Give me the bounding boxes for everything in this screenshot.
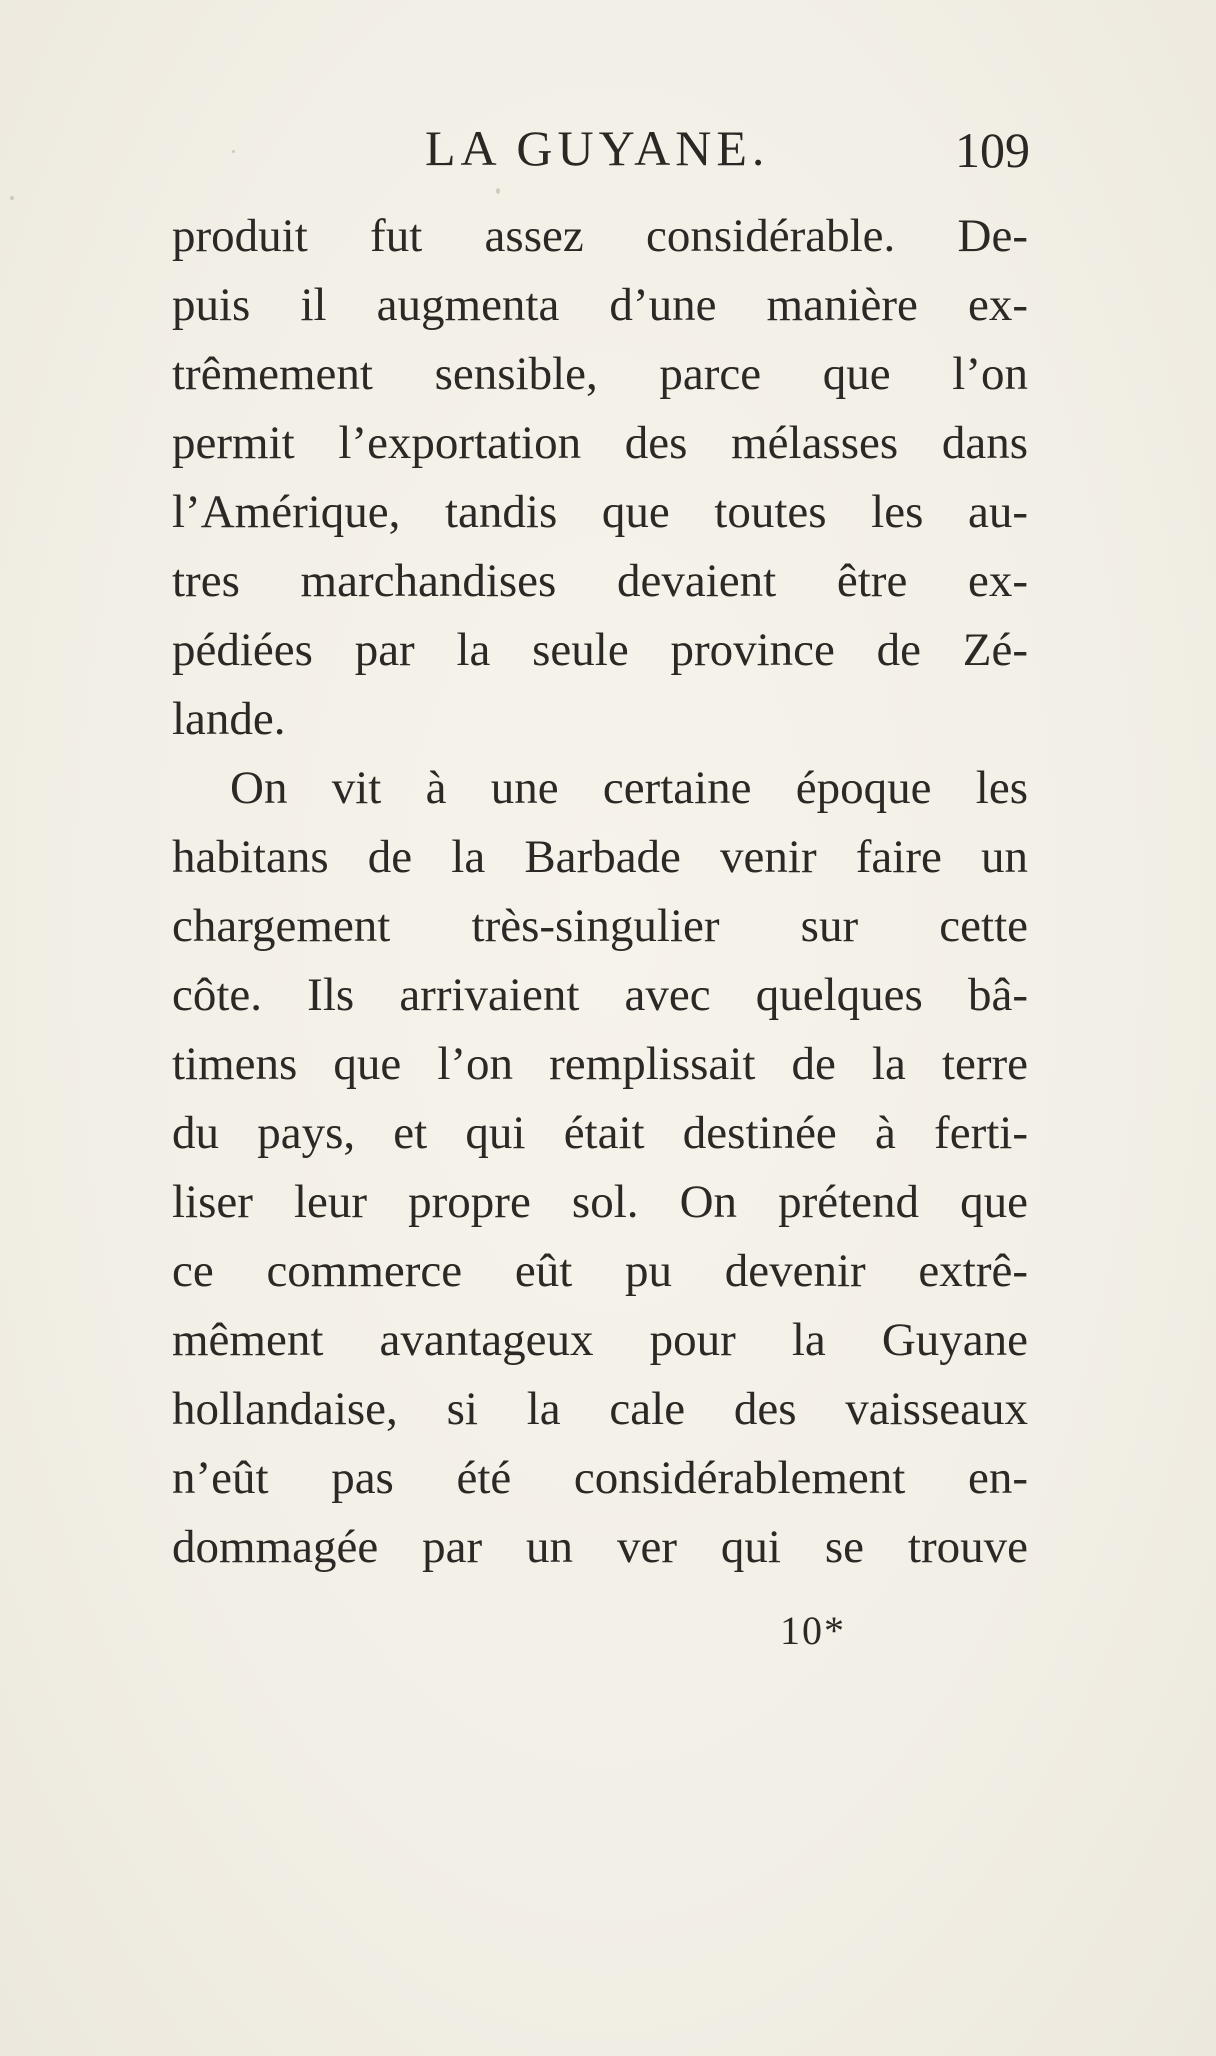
text-line: lande.	[172, 693, 286, 745]
text-line: liser leur propre sol. On prétend que	[172, 1176, 1028, 1228]
text-line: habitans de la Barbade venir faire un	[172, 831, 1028, 883]
text-line: puis il augmenta d’une manière ex-	[172, 279, 1028, 331]
text-line: timens que l’on remplissait de la terre	[172, 1038, 1028, 1090]
text-line: du pays, et qui était destinée à ferti-	[172, 1107, 1028, 1159]
text-line: ce commerce eût pu devenir extrê-	[172, 1245, 1028, 1297]
text-line: mêment avantageux pour la Guyane	[172, 1314, 1028, 1366]
text-line: permit l’exportation des mélasses dans	[172, 417, 1028, 469]
paper-speck	[10, 196, 14, 200]
text-line: hollandaise, si la cale des vaisseaux	[172, 1383, 1028, 1435]
paper-speck	[232, 150, 235, 153]
text-line: chargement très-singulier sur cette	[172, 900, 1028, 952]
body-text	[172, 202, 1028, 1582]
signature-mark: 10*	[780, 1608, 846, 1653]
text-line: tres marchandises devaient être ex-	[172, 555, 1028, 607]
running-head	[170, 118, 1030, 178]
text-line: produit fut assez considérable. De-	[172, 210, 1028, 262]
page-number: 109	[955, 122, 1030, 178]
text-line: dommagée par un ver qui se trouve	[172, 1521, 1028, 1573]
text-line: côte. Ils arrivaient avec quelques bâ-	[172, 969, 1028, 1021]
paper-speck	[496, 188, 500, 194]
running-title: LA GUYANE.	[425, 120, 770, 176]
text-line: trêmement sensible, parce que l’on	[172, 348, 1028, 400]
text-line: pédiées par la seule province de Zé-	[172, 624, 1028, 676]
text-line: n’eût pas été considérablement en-	[172, 1452, 1028, 1504]
paragraph-start-line: On vit à une certaine époque les	[230, 762, 1028, 814]
text-line: l’Amérique, tandis que toutes les au-	[172, 486, 1028, 538]
